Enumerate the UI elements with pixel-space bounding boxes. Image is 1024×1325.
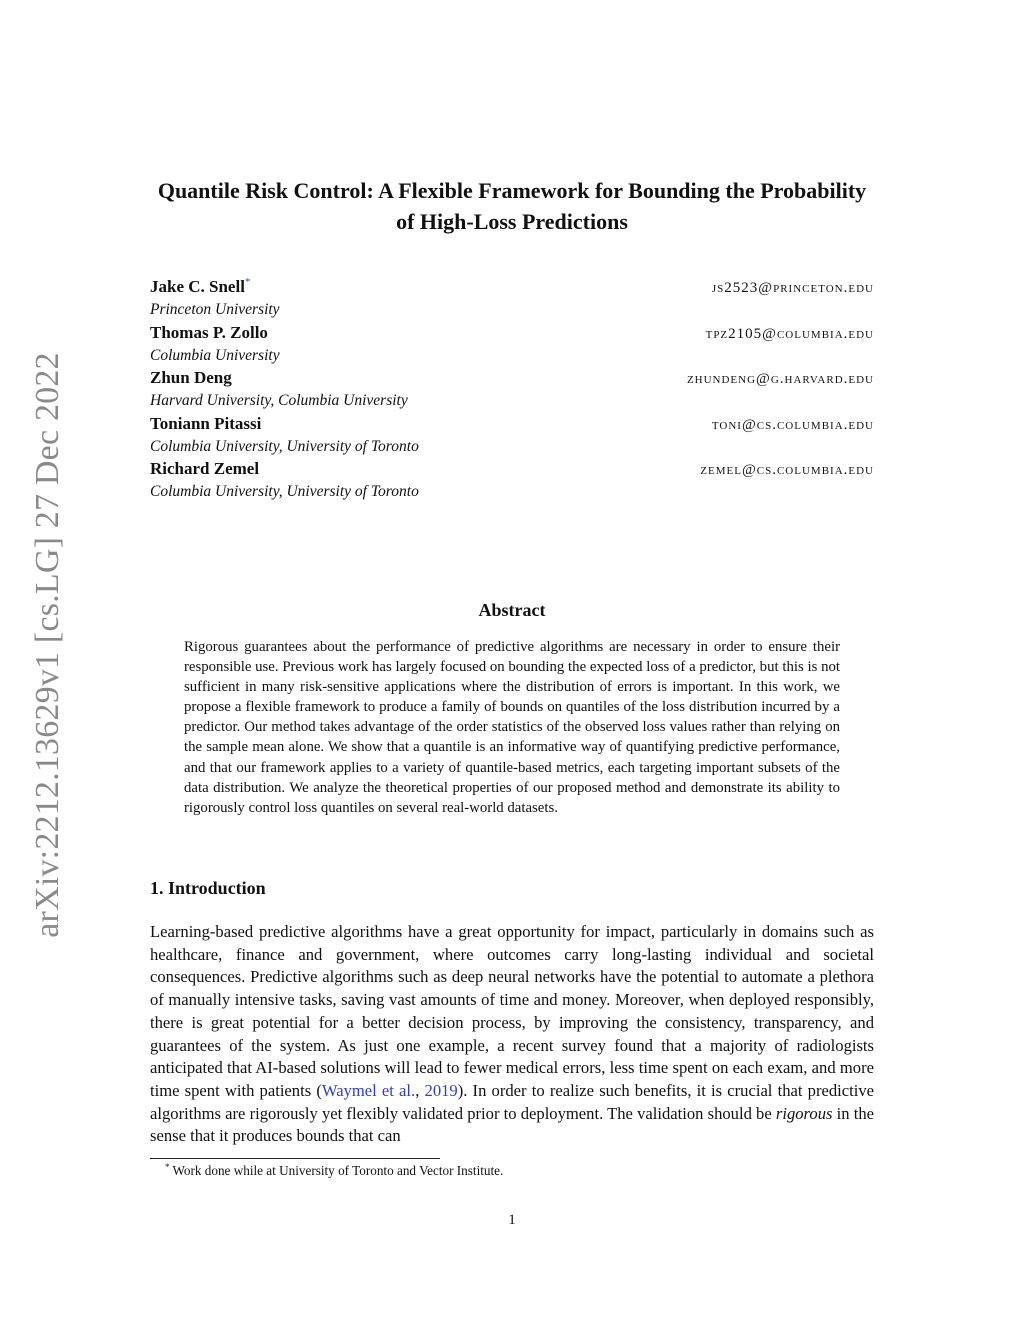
author-email: tpz2105@columbia.edu: [705, 325, 874, 342]
citation-year-link[interactable]: 2019: [424, 1080, 458, 1100]
author-affiliation: Harvard University, Columbia University: [150, 392, 408, 409]
author-affiliation: Columbia University, University of Toronto: [150, 483, 419, 500]
author-entry: [150, 322, 874, 368]
introduction-paragraph: Learning-based predictive algorithms have a great opportunity for impact, particularly in domains such as healthcare, finance and government, where outcomes carry long-lasting individual and societal consequences. Predictive algorithms such as deep neural networks have the potential to automate a plethora of manually intensive tasks, saving vast amounts of time and money. Moreover, when deployed responsibly, there is great potential for a better decision process, by improving the consistency, transparency, and guarantees of the system. As just one example, a recent survey found that a majority of radiologists anticipated that AI-based solutions will lead to fewer medical errors, less time spent on each exam, and more time spent with patients (Waymel et al., 2019). In order to realize such benefits, it is crucial that predictive algorithms are rigorously yet flexibly validated prior to deployment. The validation should be rigorous in the sense that it produces bounds that can: [150, 922, 874, 1146]
footnote-text: Work done while at University of Toronto and Vector Institute.: [172, 1163, 504, 1178]
author-email: zemel@cs.columbia.edu: [700, 462, 874, 478]
arxiv-stamp: arXiv:2212.13629v1 [cs.LG] 27 Dec 2022: [29, 352, 66, 938]
author-name: Zhun Deng: [150, 368, 232, 387]
author-entry: [150, 367, 874, 413]
footnote-divider: [150, 1158, 440, 1159]
author-name: Richard Zemel: [150, 459, 260, 478]
footnote: [165, 1162, 503, 1180]
paper-title: Quantile Risk Control: A Flexible Framework for Bounding the Probability of High-Loss Predictions: [157, 178, 867, 234]
author-entry: [150, 458, 874, 504]
footnote-marker[interactable]: *: [244, 276, 251, 288]
abstract-text: Rigorous guarantees about the performance of predictive algorithms are necessary in order to ensure their responsible use. Previous work has largely focused on bounding the expected loss of a predictor, but this is not sufficient in many risk-sensitive applications where the distribution of errors is important. In this work, we propose a flexible framework to produce a family of bounds on quantiles of the loss distribution incurred by a predictor. Our method takes advantage of the order statistics of the observed loss values rather than relying on the sample mean alone. We show that a quantile is an informative way of quantifying predictive performance, and that our framework applies to a variety of quantile-based metrics, each targeting important subsets of the data distribution. We analyze the theoretical properties of our proposed method and demonstrate its ability to rigorously control loss quantiles on several real-world datasets.: [184, 639, 840, 816]
page-number: 1: [508, 1212, 516, 1228]
author-email: zhundeng@g.harvard.edu: [686, 371, 874, 387]
author-email: toni@cs.columbia.edu: [711, 416, 874, 433]
abstract-heading: Abstract: [478, 600, 546, 620]
emphasis-text: rigorous: [775, 1103, 833, 1123]
author-affiliation: Columbia University: [150, 346, 280, 364]
author-entry: [150, 413, 874, 459]
author-block: [150, 276, 874, 504]
citation-link[interactable]: Waymel et al.: [321, 1080, 416, 1100]
author-name: Toniann Pitassi: [150, 413, 262, 433]
author-affiliation: Princeton University: [150, 301, 280, 318]
author-name: Thomas P. Zollo: [150, 322, 268, 342]
author-affiliation: Columbia University, University of Toronto: [150, 437, 419, 455]
section-heading-introduction: 1. Introduction: [150, 878, 266, 898]
author-name: Jake C. Snell*: [150, 276, 251, 296]
footnote-mark: *: [165, 1162, 170, 1172]
author-email: js2523@princeton.edu: [711, 280, 874, 296]
author-entry: [150, 276, 874, 322]
